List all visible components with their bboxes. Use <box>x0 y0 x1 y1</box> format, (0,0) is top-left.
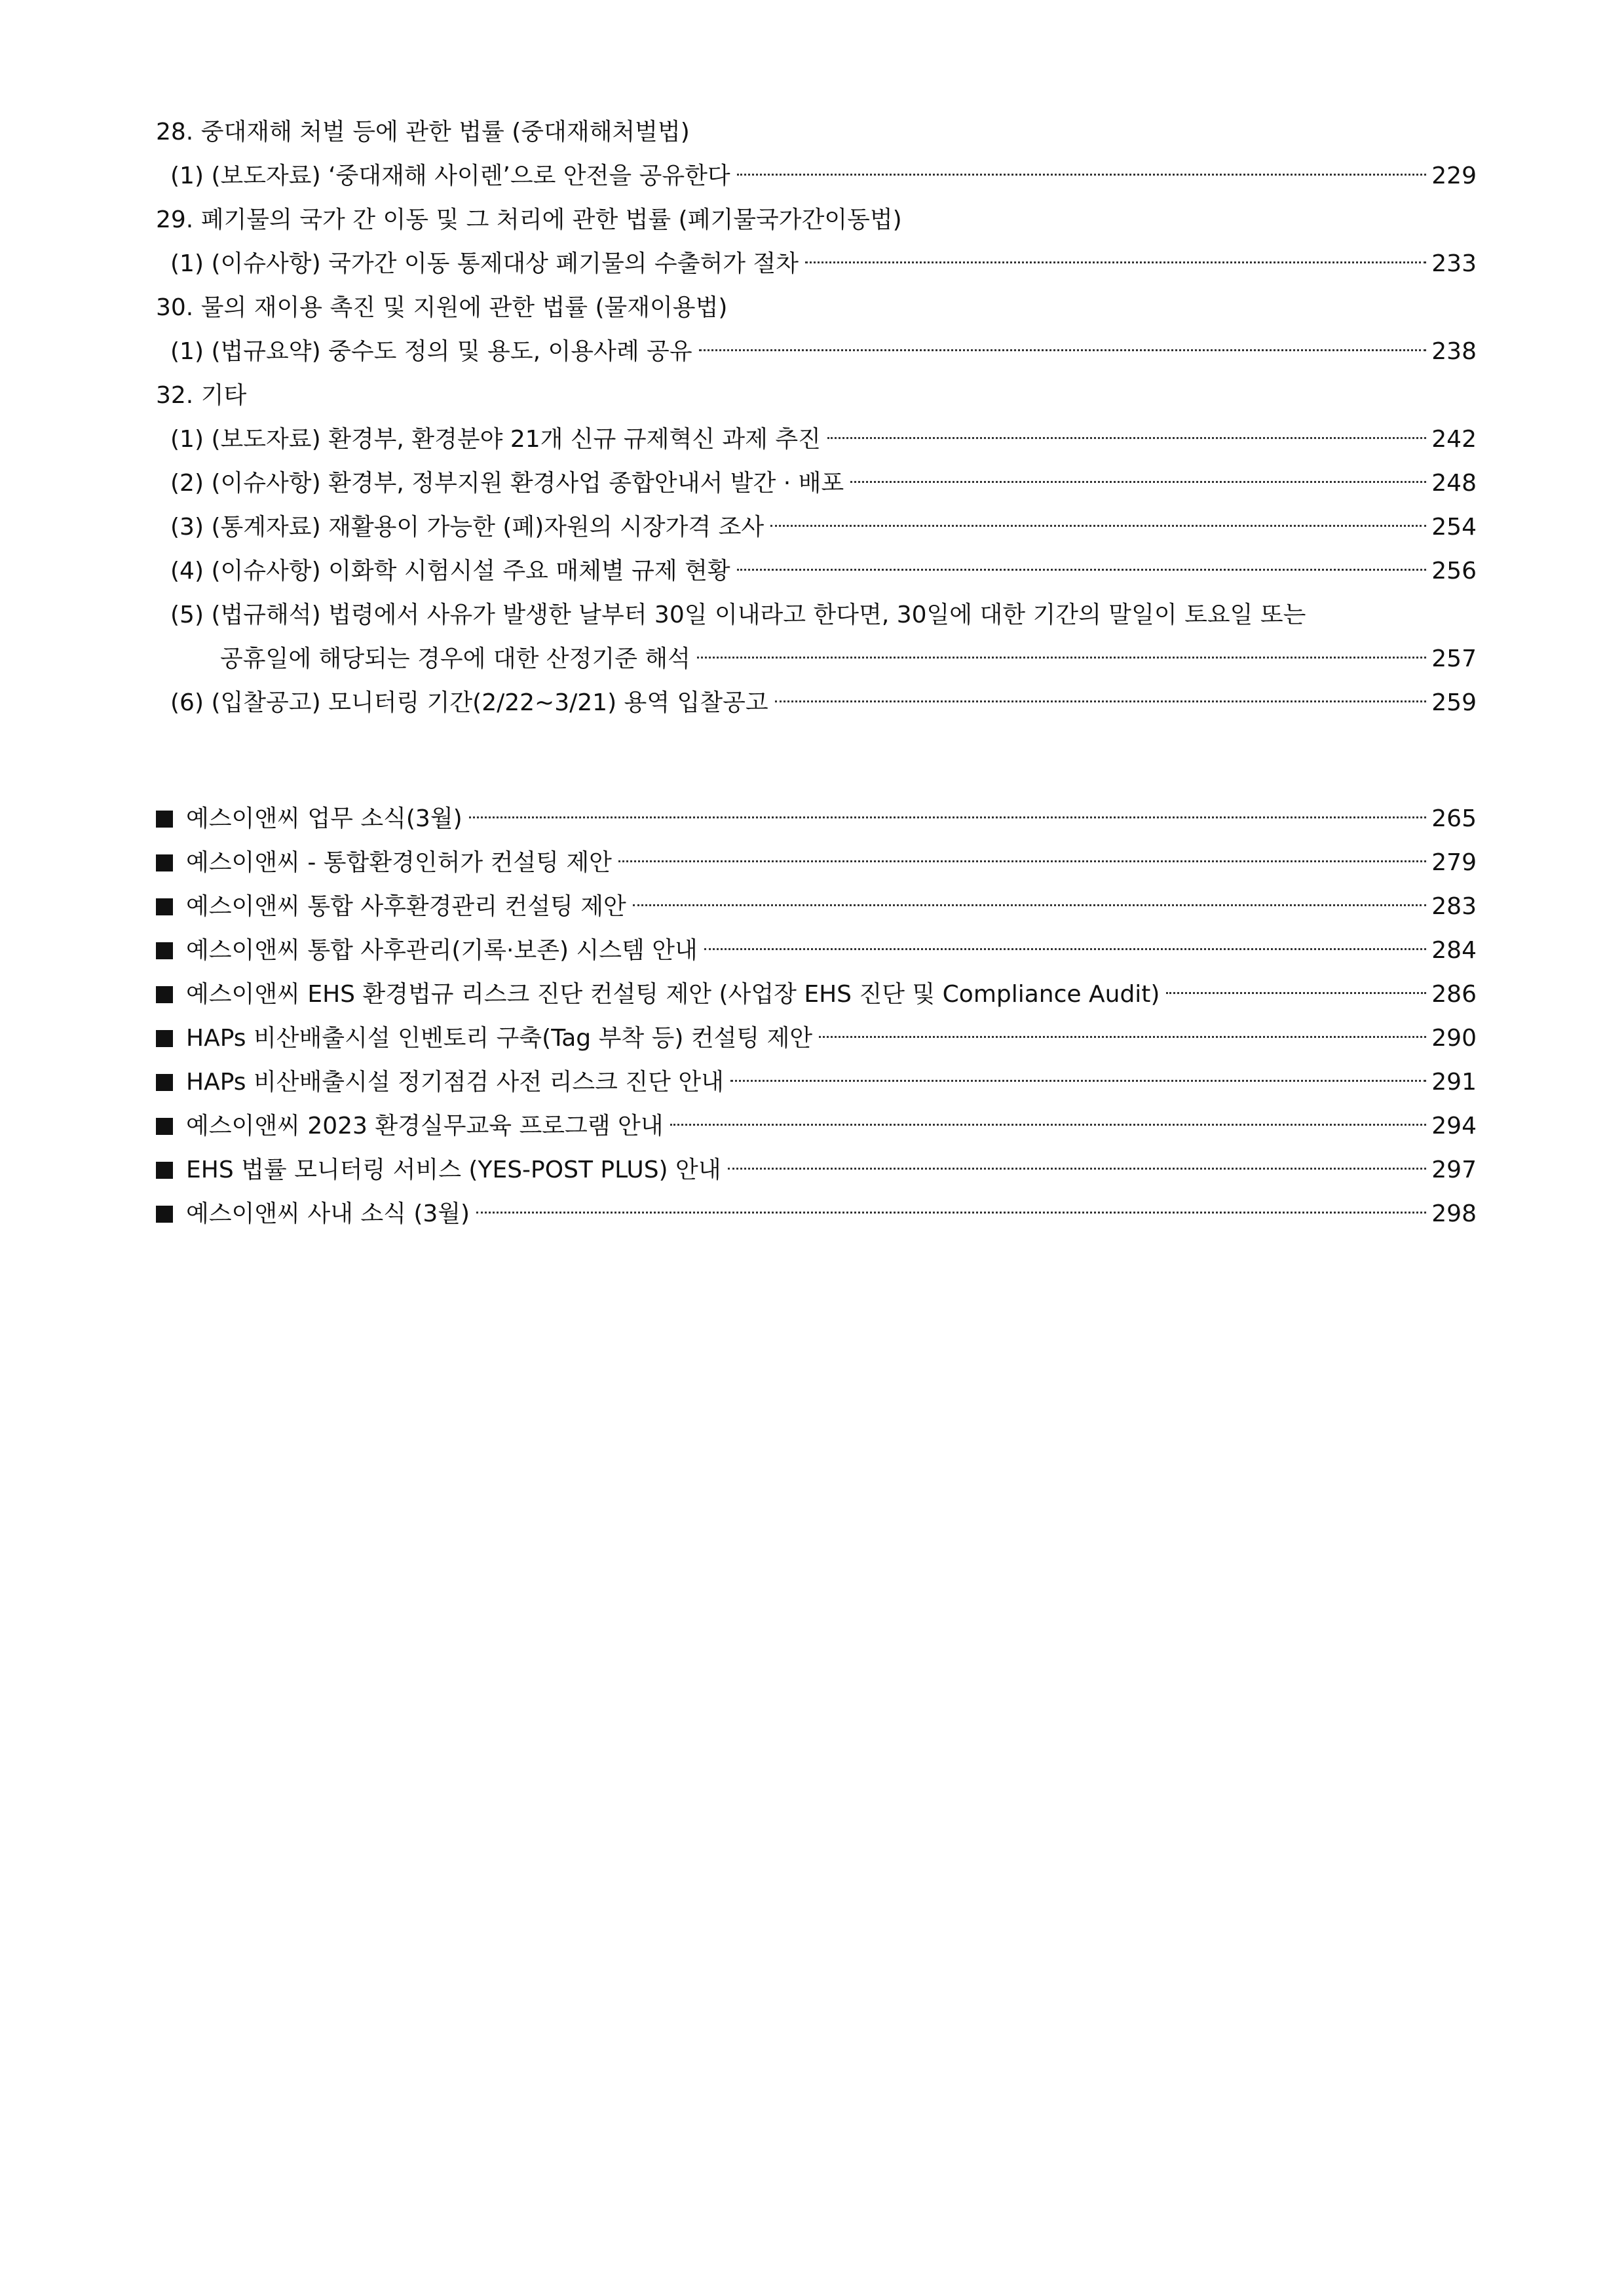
toc-heading-text: 28. 중대재해 처벌 등에 관한 법률 (중대재해처벌법) <box>156 119 690 145</box>
toc-entry[interactable] <box>156 330 1477 373</box>
table-of-contents <box>156 110 1477 1236</box>
toc-entry-title: (1) (보도자료) 환경부, 환경분야 21개 신규 규제혁신 과제 추진 <box>170 426 821 453</box>
black-square-icon <box>156 1074 173 1091</box>
toc-entry-title: (5) (법규해석) 법령에서 사유가 발생한 날부터 30일 이내라고 한다면, 30일에 대한 기간의 말일이 토요일 또는 <box>170 602 1306 628</box>
black-square-icon <box>156 854 173 871</box>
toc-entry[interactable] <box>156 417 1477 461</box>
bullet-text: EHS 법률 모니터링 서비스 (YES-POST PLUS) 안내 <box>186 1157 721 1183</box>
page-number: 248 <box>1431 470 1477 497</box>
bullet-entry[interactable] <box>156 797 1477 841</box>
bullet-text: 예스이앤씨 통합 사후관리(기록·보존) 시스템 안내 <box>186 937 698 964</box>
black-square-icon <box>156 1162 173 1179</box>
page-number: 291 <box>1431 1069 1477 1096</box>
bullet-entry[interactable] <box>156 1016 1477 1060</box>
toc-entry[interactable] <box>156 242 1477 286</box>
toc-entry-wrapped-second-line[interactable] <box>156 637 1477 681</box>
page-number: 297 <box>1431 1157 1477 1183</box>
toc-heading-30 <box>156 286 1477 330</box>
toc-entry-title: (6) (입찰공고) 모니터링 기간(2/22~3/21) 용역 입찰공고 <box>170 689 768 716</box>
toc-entry-title: (2) (이슈사항) 환경부, 정부지원 환경사업 종합안내서 발간 · 배포 <box>170 470 844 497</box>
page-number: 283 <box>1431 893 1477 920</box>
toc-heading-text: 32. 기타 <box>156 382 247 409</box>
bullet-entry-title <box>156 928 704 972</box>
bullet-text: HAPs 비산배출시설 인벤토리 구축(Tag 부착 등) 컨설팅 제안 <box>186 1025 813 1052</box>
bullet-text: 예스이앤씨 업무 소식(3월) <box>186 805 463 832</box>
dot-leader <box>699 349 1427 351</box>
bullet-entry[interactable] <box>156 841 1477 885</box>
toc-entry-title: (1) (보도자료) ‘중대재해 사이렌’으로 안전을 공유한다 <box>170 163 730 189</box>
bullet-text: 예스이앤씨 EHS 환경법규 리스크 진단 컨설팅 제안 (사업장 EHS 진단 및 Compliance Audit) <box>186 981 1160 1008</box>
page-number: 229 <box>1431 163 1477 189</box>
dot-leader <box>805 261 1426 263</box>
bullet-entry-title <box>156 885 633 928</box>
bullet-text: 예스이앤씨 2023 환경실무교육 프로그램 안내 <box>186 1113 664 1139</box>
dot-leader <box>469 816 1427 818</box>
toc-entry-title: (4) (이슈사항) 이화학 시험시설 주요 매체별 규제 현황 <box>170 558 730 584</box>
page-number: 298 <box>1431 1200 1477 1227</box>
bullet-entry-title <box>156 1148 728 1192</box>
page-number: 256 <box>1431 558 1477 584</box>
page-number: 284 <box>1431 937 1477 964</box>
page-number: 259 <box>1431 689 1477 716</box>
bullet-entry-title <box>156 972 1166 1016</box>
bullet-entry[interactable] <box>156 1148 1477 1192</box>
dot-leader <box>728 1168 1427 1170</box>
bullet-entry[interactable] <box>156 1104 1477 1148</box>
page-number: 294 <box>1431 1113 1477 1139</box>
dot-leader <box>819 1036 1426 1038</box>
bullet-entry[interactable] <box>156 885 1477 928</box>
page-number: 279 <box>1431 849 1477 876</box>
black-square-icon <box>156 1206 173 1223</box>
bullet-entry-title <box>156 1192 476 1236</box>
bullet-entry-title <box>156 1016 819 1060</box>
page-number: 290 <box>1431 1025 1477 1052</box>
toc-heading-32 <box>156 373 1477 417</box>
toc-entry[interactable] <box>156 681 1477 725</box>
page-number: 257 <box>1431 645 1477 672</box>
dot-leader <box>770 525 1426 527</box>
toc-entry-wrapped-first-line[interactable] <box>156 593 1477 637</box>
toc-entry-title: (1) (이슈사항) 국가간 이동 통제대상 폐기물의 수출허가 절차 <box>170 250 799 277</box>
page-number: 254 <box>1431 514 1477 541</box>
toc-heading-text: 30. 물의 재이용 촉진 및 지원에 관한 법률 (물재이용법) <box>156 294 728 321</box>
bullet-entry[interactable] <box>156 928 1477 972</box>
bullet-entry-title <box>156 1104 670 1148</box>
black-square-icon <box>156 986 173 1003</box>
bullet-text: 예스이앤씨 - 통합환경인허가 컨설팅 제안 <box>186 849 612 876</box>
toc-heading-29 <box>156 198 1477 242</box>
page-number: 238 <box>1431 338 1477 365</box>
toc-entry-title: (3) (통계자료) 재활용이 가능한 (폐)자원의 시장가격 조사 <box>170 514 765 541</box>
dot-leader <box>670 1124 1427 1126</box>
black-square-icon <box>156 942 173 959</box>
dot-leader <box>476 1212 1426 1214</box>
dot-leader <box>1166 992 1426 994</box>
page-number: 286 <box>1431 981 1477 1008</box>
dot-leader <box>737 174 1427 176</box>
dot-leader <box>730 1080 1426 1082</box>
dot-leader <box>633 904 1427 906</box>
bullet-text: 예스이앤씨 사내 소식 (3월) <box>186 1200 470 1227</box>
bullet-entry[interactable] <box>156 972 1477 1016</box>
toc-heading-28 <box>156 110 1477 154</box>
bullet-entry-title <box>156 1060 730 1104</box>
dot-leader <box>737 569 1427 571</box>
page-number: 233 <box>1431 250 1477 277</box>
toc-entry[interactable] <box>156 549 1477 593</box>
toc-entry-title: (1) (법규요약) 중수도 정의 및 용도, 이용사례 공유 <box>170 338 692 365</box>
bullet-list <box>156 797 1477 1236</box>
toc-entry[interactable] <box>156 505 1477 549</box>
dot-leader <box>697 657 1426 659</box>
page-number: 242 <box>1431 426 1477 453</box>
section-gap <box>156 725 1477 797</box>
bullet-entry-title <box>156 841 618 885</box>
bullet-entry[interactable] <box>156 1060 1477 1104</box>
dot-leader <box>704 948 1426 950</box>
black-square-icon <box>156 898 173 915</box>
bullet-entry-title <box>156 797 469 841</box>
dot-leader <box>775 700 1427 702</box>
black-square-icon <box>156 1030 173 1047</box>
dot-leader <box>827 437 1426 439</box>
black-square-icon <box>156 1118 173 1135</box>
bullet-entry[interactable] <box>156 1192 1477 1236</box>
toc-entry[interactable] <box>156 154 1477 198</box>
toc-entry-title-continued: 공휴일에 해당되는 경우에 대한 산정기준 해석 <box>220 645 690 672</box>
black-square-icon <box>156 811 173 828</box>
bullet-text: 예스이앤씨 통합 사후환경관리 컨설팅 제안 <box>186 893 626 920</box>
toc-heading-text: 29. 폐기물의 국가 간 이동 및 그 처리에 관한 법률 (폐기물국가간이동법) <box>156 206 902 233</box>
bullet-text: HAPs 비산배출시설 정기점검 사전 리스크 진단 안내 <box>186 1069 724 1096</box>
dot-leader <box>850 481 1426 483</box>
toc-entry[interactable] <box>156 461 1477 505</box>
dot-leader <box>618 860 1426 862</box>
page-number: 265 <box>1431 805 1477 832</box>
